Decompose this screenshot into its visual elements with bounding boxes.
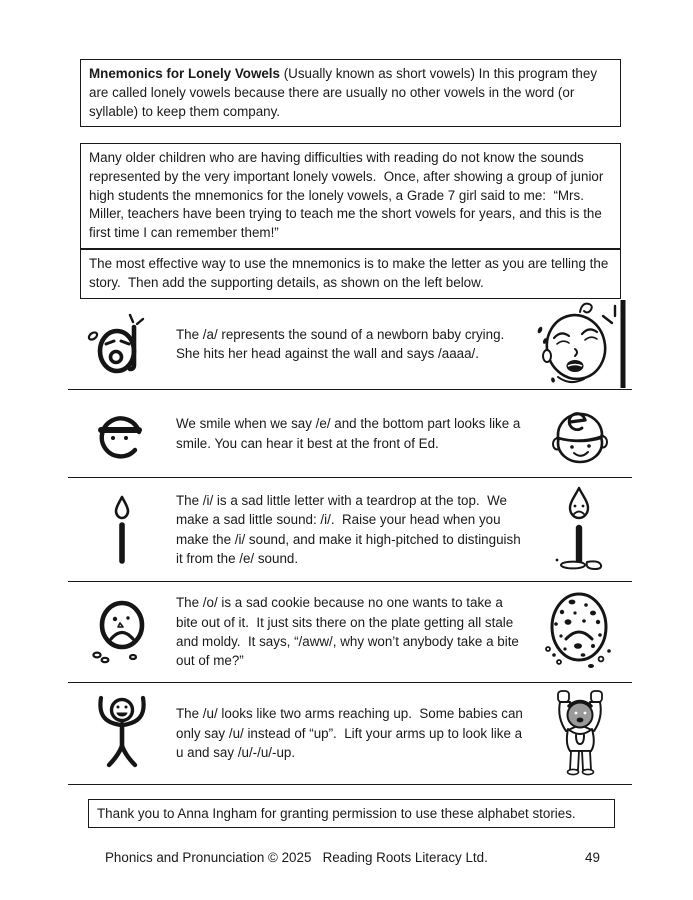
- page-title: Mnemonics for Lonely Vowels: [89, 66, 280, 81]
- letter-e-smile-icon: [68, 404, 176, 464]
- vowel-i-text: The /i/ is a sad little letter with a teardrop at the top. We make a sad little sound: /i/. Raise your head when you make the /i/ sound, and make it high-pitched to distinguish it from the /e/ sound.: [176, 492, 525, 566]
- title-box-text: (Usually known as short vowels) In this program they are called lonely vowels because there are usually no other vowels in the word (or syllable) to keep them company.: [89, 66, 601, 119]
- instructions-text: The most effective way to use the mnemonics is to make the letter as you are telling the story. Then add the supporting details, as shown on the left below.: [89, 256, 613, 290]
- anecdote-text: Many older children who are having difficulties with reading do not know the sounds represented by the very important lonely vowels. Once, after showing a group of junior high students the mnemonics for the lonely vowels, a Grade 7 girl said to me: “Mrs. Miller, teachers have been trying to teach me the short vowels for years, and this is the first time I can remember them!”: [89, 150, 608, 241]
- acknowledgement-box: [88, 799, 615, 828]
- sad-teardrop-with-puddle-illustration: [528, 486, 632, 574]
- vowel-row-o: [68, 582, 632, 683]
- vowel-u-text: The /u/ looks like two arms reaching up. Some babies can only say /u/ instead of “up”. Lift your arms up to look like a u and say /u/-/u/-up.: [176, 706, 527, 761]
- vowel-row-a: [68, 299, 632, 390]
- boy-with-e-cap-illustration: [528, 402, 632, 466]
- letter-u-stick-figure-icon: [68, 694, 176, 774]
- vowel-o-text: The /o/ is a sad cookie because no one wants to take a bite out of it. It just sits there on the plate getting all stale and moldy. It says, “/aww/, why won’t anybody take a bite out of me?”: [176, 595, 523, 669]
- page-number: 49: [585, 850, 600, 865]
- letter-i-teardrop-icon: [68, 493, 176, 567]
- vowel-row-u: [68, 683, 632, 785]
- title-box: [80, 59, 621, 127]
- instructions-box: [80, 249, 621, 299]
- vowel-row-i: [68, 478, 632, 582]
- anecdote-box: [80, 143, 621, 249]
- crying-baby-against-wall-illustration: [528, 300, 632, 388]
- moldy-cookie-illustration: [528, 589, 632, 675]
- letter-o-sad-cookie-icon: [68, 597, 176, 667]
- vowel-rows: [68, 299, 632, 785]
- vowel-row-e: [68, 390, 632, 478]
- letter-a-crying-baby-icon: [68, 307, 176, 381]
- copyright-text: Phonics and Pronunciation © 2025 Reading Roots Literacy Ltd.: [105, 850, 488, 865]
- acknowledgement-text: Thank you to Anna Ingham for granting permission to use these alphabet stories.: [97, 806, 576, 821]
- baby-arms-up-illustration: [528, 688, 632, 780]
- vowel-a-text: The /a/ represents the sound of a newborn baby crying. She hits her head against the wall and says /aaaa/.: [176, 326, 509, 361]
- vowel-e-text: We smile when we say /e/ and the bottom part looks like a smile. You can hear it best at the front of Ed.: [176, 416, 525, 451]
